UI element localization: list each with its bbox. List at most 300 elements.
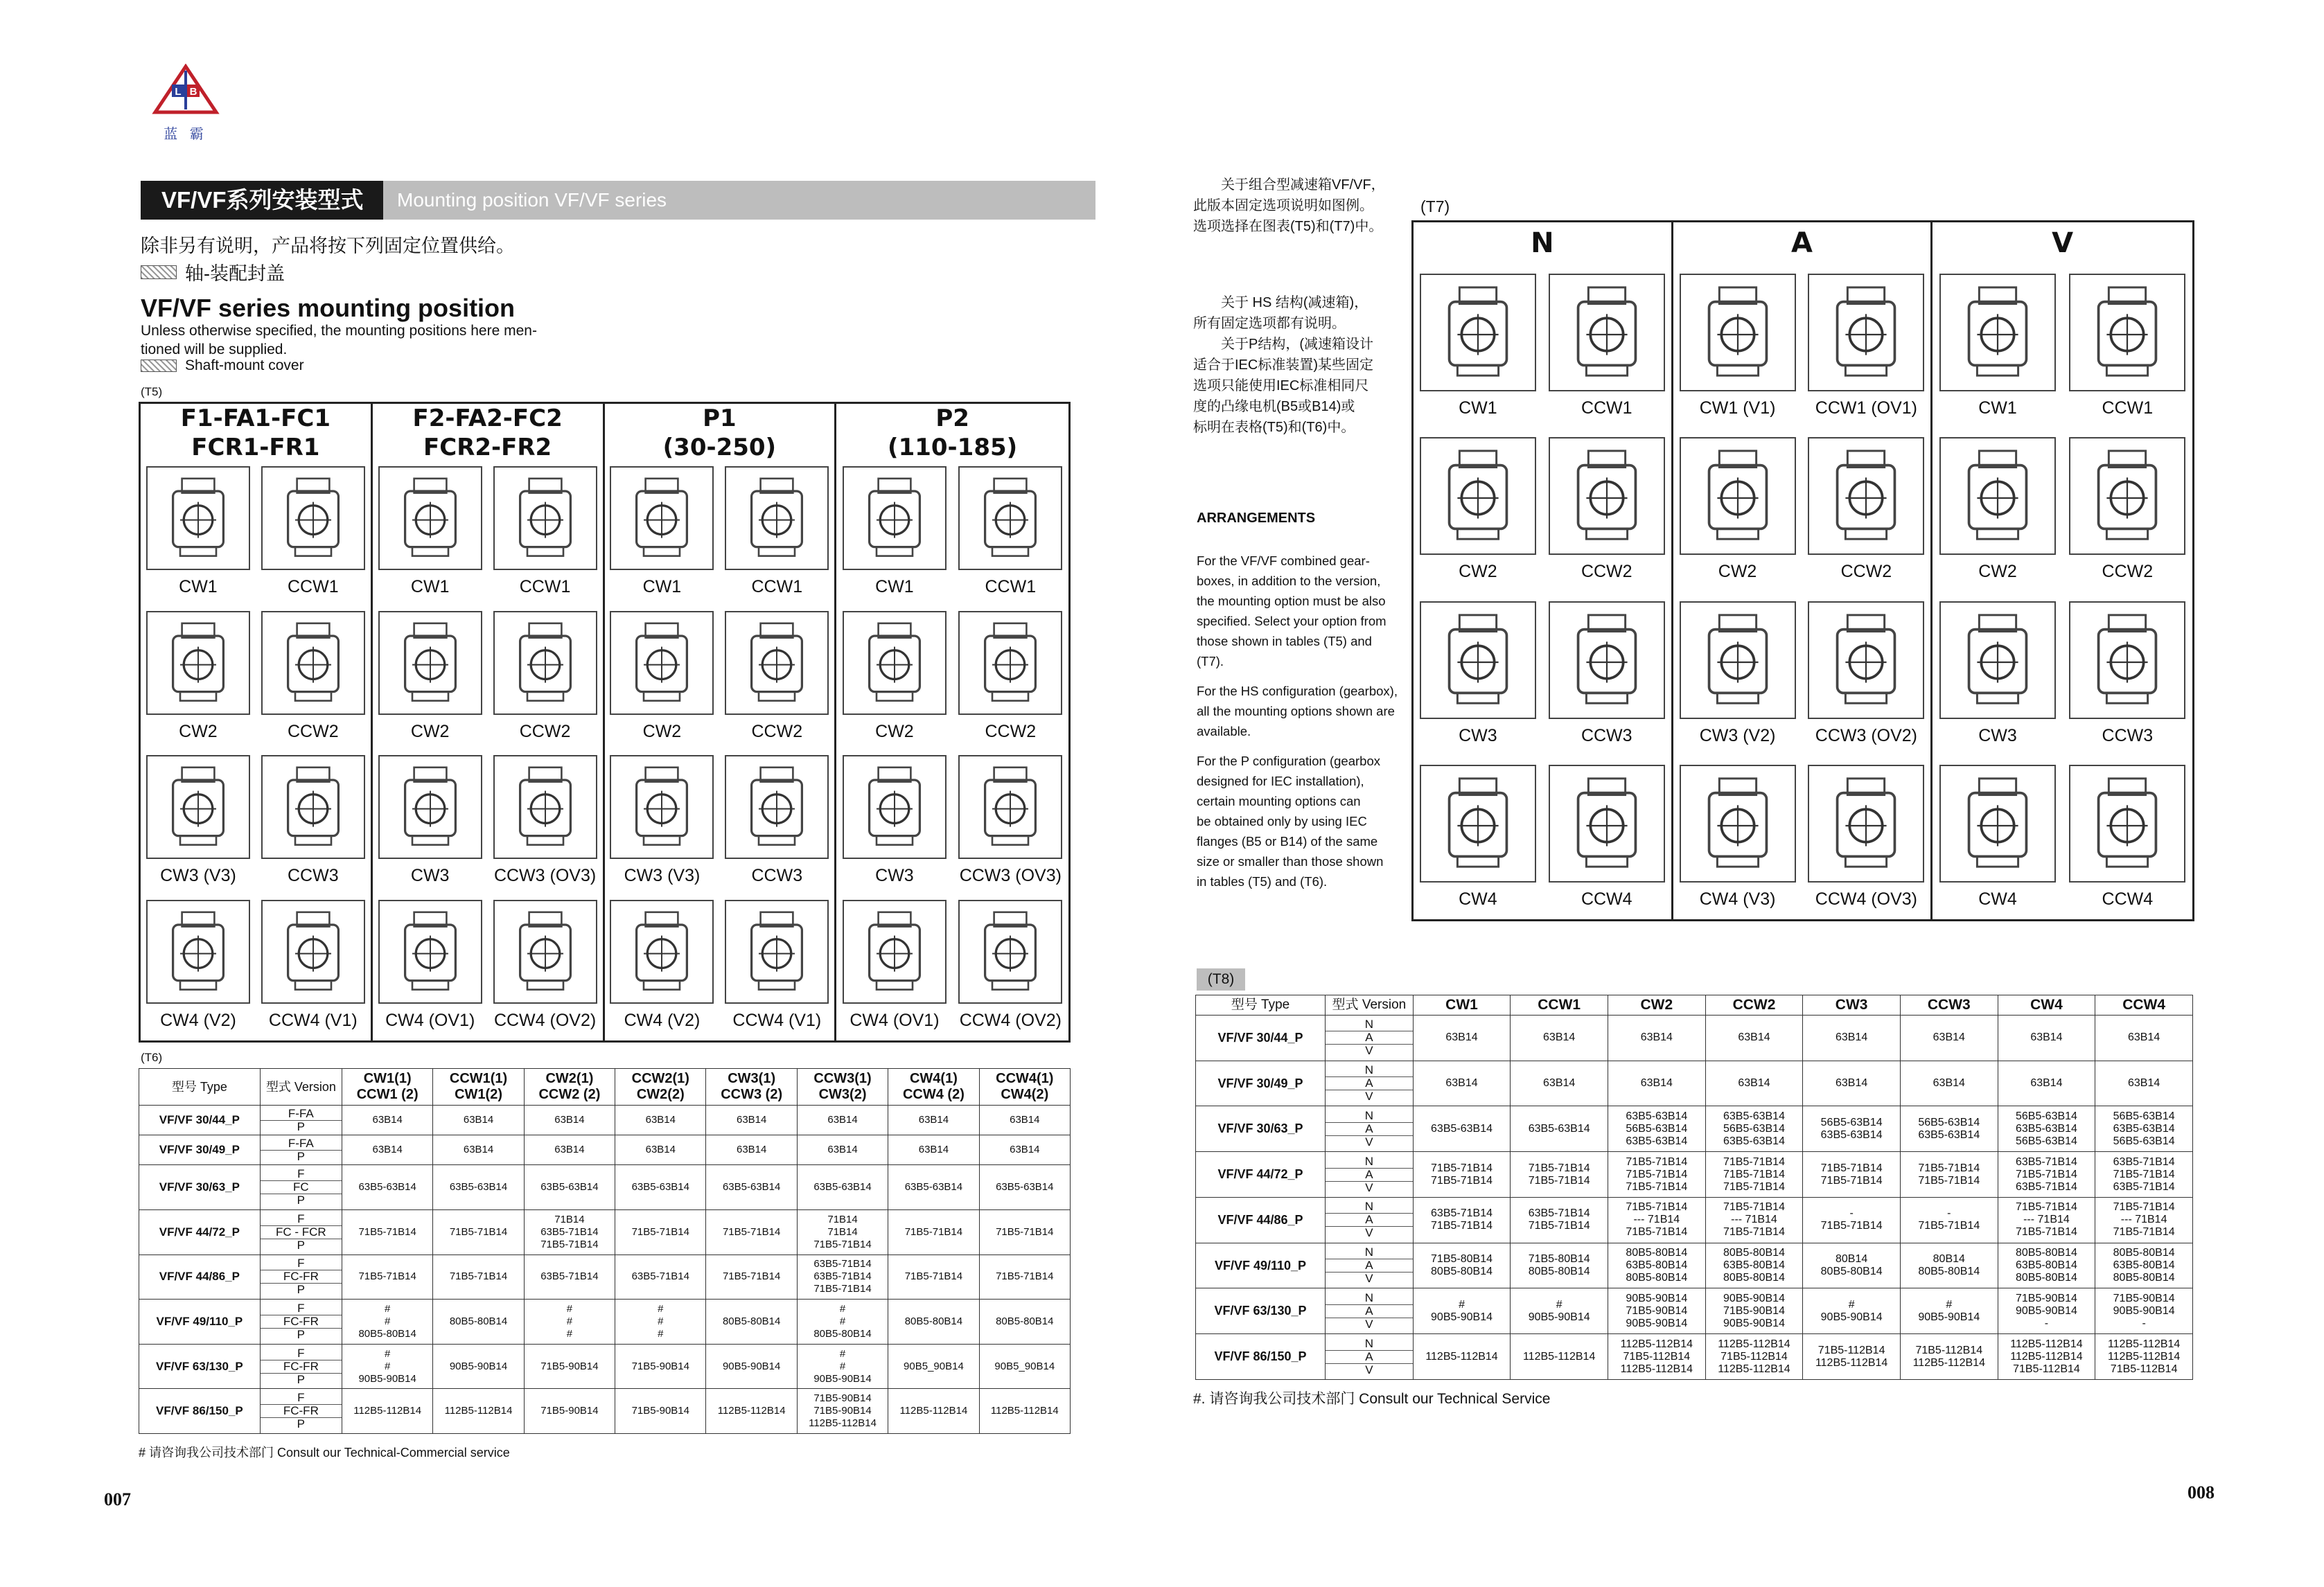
gearbox-diagram-icon <box>617 618 707 708</box>
mounting-cells <box>373 462 603 1040</box>
flange-value: 63B5-71B14 <box>540 1270 599 1283</box>
flange-value: --- 71B14 <box>1731 1214 1777 1226</box>
mounting-picture <box>958 611 1062 715</box>
page-number-right: 008 <box>2187 1482 2215 1502</box>
gearbox-diagram-icon <box>268 618 358 708</box>
en-note-line: boxes, in addition to the version, <box>1197 574 1381 588</box>
flange-value: # <box>566 1315 573 1327</box>
en-notes <box>1197 551 1422 892</box>
gearbox-diagram-icon <box>732 473 822 563</box>
gearbox-diagram-icon <box>2076 444 2178 548</box>
section-heading: V <box>2052 227 2074 259</box>
gearbox-diagram-icon <box>850 618 940 708</box>
mounting-picture <box>261 900 365 1004</box>
flange-value: 80B14 <box>1933 1253 1965 1266</box>
mounting-position <box>605 607 720 752</box>
table-header-cell: CCW1 <box>1511 995 1608 1016</box>
mounting-position <box>1542 756 1671 920</box>
flange-value: 80B5-80B14 <box>1918 1266 1980 1278</box>
mounting-label: CW2 <box>179 721 218 741</box>
gearbox-diagram-icon <box>965 473 1055 563</box>
flange-cell <box>797 1300 888 1345</box>
mounting-picture <box>725 900 829 1004</box>
flange-cell <box>342 1300 432 1345</box>
flange-cell <box>1705 1106 1803 1152</box>
table-row <box>139 1135 1071 1165</box>
mounting-label: CW2 <box>1718 562 1757 581</box>
mounting-picture <box>610 755 714 859</box>
section-heading: N <box>1531 227 1554 259</box>
flange-cell <box>1998 1152 2095 1198</box>
flange-value: 63B5-71B14 <box>540 1225 599 1238</box>
flange-value: 71B5-71B14 <box>1431 1174 1493 1187</box>
version-line: P <box>297 1327 306 1341</box>
arrangements-title: ARRANGEMENTS <box>1197 511 1316 526</box>
mounting-picture <box>1420 765 1536 883</box>
mounting-label: CW1 (V1) <box>1699 398 1776 418</box>
flange-value: 71B5-71B14 <box>813 1238 872 1250</box>
mounting-position <box>141 752 256 896</box>
flange-cell <box>979 1165 1070 1210</box>
flange-value: 71B5-71B14 <box>722 1270 781 1283</box>
mounting-label: CW1 <box>179 576 218 596</box>
flange-cell <box>342 1389 432 1434</box>
flange-value: 80B5-80B14 <box>904 1315 963 1327</box>
cn-note-line: 此版本固定选项说明如图例。 <box>1193 198 1373 213</box>
en-note-line: available. <box>1197 724 1251 738</box>
flange-cell <box>1413 1243 1511 1288</box>
mounting-position <box>1802 264 1930 428</box>
mounting-label: CCW1 <box>519 576 571 596</box>
version-line: N <box>1326 1200 1413 1214</box>
version-line: FC-FR <box>261 1360 342 1374</box>
flange-value: 56B5-63B14 <box>1918 1116 1980 1128</box>
mounting-picture <box>1680 274 1796 391</box>
flange-value: 63B14 <box>554 1144 585 1156</box>
mounting-section <box>1673 222 1933 919</box>
flange-cell <box>524 1135 615 1165</box>
flange-cell <box>797 1344 888 1389</box>
section-heading-line-1: P1 <box>703 405 737 432</box>
flange-value: - <box>2044 1317 2049 1329</box>
flange-cell <box>1900 1061 1998 1106</box>
flange-value: # <box>385 1360 391 1372</box>
flange-cell <box>524 1165 615 1210</box>
mounting-label: CCW3 <box>1581 725 1632 745</box>
table-row <box>1196 1197 2193 1243</box>
version-line: N <box>1326 1110 1413 1123</box>
flange-cell <box>1998 1334 2095 1380</box>
type-cell: VF/VF 86/150_P <box>1196 1334 1326 1380</box>
flange-cell <box>1511 1061 1608 1106</box>
flange-value: 63B14 <box>1543 1031 1576 1044</box>
flange-cell <box>524 1344 615 1389</box>
flange-value: 90B5-90B14 <box>449 1360 508 1372</box>
flange-cell <box>524 1389 615 1434</box>
flange-value: 63B14 <box>827 1144 858 1156</box>
flange-value: 56B5-63B14 <box>1723 1122 1785 1135</box>
flange-value: 71B5-71B14 <box>1820 1174 1883 1187</box>
mounting-picture <box>610 466 714 570</box>
flange-value: 71B5-71B14 <box>1820 1220 1883 1232</box>
flange-value: 90B5-90B14 <box>722 1360 781 1372</box>
flange-cell <box>1900 1334 1998 1380</box>
flange-value: 63B14 <box>918 1114 949 1126</box>
section-heading-line-1: F2-FA2-FC2 <box>412 405 563 432</box>
table-row <box>1196 1106 2193 1152</box>
flange-value: 80B5-80B14 <box>2113 1247 2175 1259</box>
gearbox-diagram-icon <box>850 473 940 563</box>
gearbox-diagram-icon <box>965 762 1055 852</box>
mounting-label: CW4 (V2) <box>160 1011 236 1030</box>
mounting-picture <box>610 611 714 715</box>
flange-value: 63B14 <box>2128 1077 2160 1090</box>
mounting-position <box>141 607 256 752</box>
mounting-section <box>1414 222 1673 919</box>
flange-value: 90B5-90B14 <box>358 1372 416 1385</box>
en-note-line: be obtained only by using IEC <box>1197 814 1367 828</box>
mounting-picture <box>146 466 250 570</box>
mounting-picture <box>2069 765 2185 883</box>
cn-note-2 <box>1193 292 1422 438</box>
flange-cell <box>1803 1152 1901 1198</box>
mounting-picture <box>1939 765 2056 883</box>
legend-cn: 轴-装配封盖 <box>185 263 285 284</box>
version-line: FC-FR <box>261 1315 342 1329</box>
table-header-cell: CW2(1) CCW2 (2) <box>524 1069 615 1106</box>
mounting-section <box>141 404 373 1040</box>
flange-cell <box>2095 1152 2193 1198</box>
mounting-section <box>605 404 837 1040</box>
flange-cell <box>797 1106 888 1135</box>
version-line: P <box>297 1149 306 1163</box>
gearbox-diagram-icon <box>1427 772 1529 876</box>
mounting-picture <box>261 755 365 859</box>
flange-value: 90B5-90B14 <box>813 1372 872 1385</box>
flange-value: 80B5-80B14 <box>1431 1266 1493 1278</box>
cn-note-line: 关于 HS 结构(减速箱)， <box>1221 295 1368 310</box>
gearbox-diagram-icon <box>732 762 822 852</box>
version-line: N <box>1326 1018 1413 1031</box>
gearbox-diagram-icon <box>965 907 1055 997</box>
flange-cell <box>1803 1243 1901 1288</box>
flange-cell <box>1900 1243 1998 1288</box>
mounting-picture <box>146 611 250 715</box>
gearbox-diagram-icon <box>2076 772 2178 876</box>
flange-value: 63B5-80B14 <box>1723 1259 1785 1272</box>
flange-cell <box>433 1209 524 1254</box>
flange-cell <box>706 1165 797 1210</box>
version-line: P <box>297 1119 306 1133</box>
flange-value: 63B14 <box>736 1114 767 1126</box>
mounting-position <box>1673 264 1802 428</box>
gearbox-diagram-icon <box>2076 281 2178 384</box>
mounting-grid-t7 <box>1411 220 2194 921</box>
flange-cell <box>615 1106 706 1135</box>
flange-value: 71B5-90B14 <box>1626 1304 1688 1317</box>
flange-value: 71B5-80B14 <box>1431 1253 1493 1266</box>
table-header-cell: CW3(1) CCW3 (2) <box>706 1069 797 1106</box>
flange-cell <box>1705 1197 1803 1243</box>
mounting-cells <box>605 462 835 1040</box>
mounting-picture <box>493 466 597 570</box>
version-cell <box>1326 1197 1414 1243</box>
mounting-position <box>2063 428 2192 592</box>
gearbox-diagram-icon <box>1946 281 2049 384</box>
flange-value: 63B14 <box>554 1114 585 1126</box>
version-line: N <box>1326 1292 1413 1305</box>
flange-cell <box>979 1254 1070 1300</box>
mounting-label: CW1 <box>1978 398 2017 418</box>
mounting-position <box>1933 428 2062 592</box>
mounting-picture <box>2069 274 2185 391</box>
mounting-position <box>256 462 371 607</box>
mounting-cells <box>1673 264 1931 919</box>
flange-cell <box>1511 1243 1608 1288</box>
flange-cell <box>1608 1288 1706 1334</box>
flange-value: 56B5-63B14 <box>2113 1110 2175 1122</box>
flange-cell <box>1900 1288 1998 1334</box>
flange-value: 63B5-71B14 <box>813 1270 872 1283</box>
flange-cell <box>888 1165 979 1210</box>
flange-cell <box>1803 1288 1901 1334</box>
type-cell: VF/VF 30/44_P <box>139 1106 261 1135</box>
gearbox-diagram-icon <box>1556 772 1658 876</box>
flange-cell <box>888 1254 979 1300</box>
flange-value: 71B5-71B14 <box>358 1270 416 1283</box>
flange-value: 63B14 <box>2030 1031 2063 1044</box>
mounting-label: CW2 <box>642 721 682 741</box>
mounting-picture <box>2069 601 2185 719</box>
flange-value: 63B14 <box>645 1114 676 1126</box>
flange-cell <box>1998 1288 2095 1334</box>
mounting-label: CW3 (V3) <box>624 866 701 886</box>
mounting-position <box>1933 264 2062 428</box>
flange-value: 63B14 <box>1640 1031 1673 1044</box>
flange-cell <box>979 1389 1070 1434</box>
table-row <box>1196 1152 2193 1198</box>
flange-cell <box>1803 1106 1901 1152</box>
flange-value: 71B5-71B14 <box>540 1238 599 1250</box>
hatch-swatch-icon <box>141 265 177 279</box>
flange-value: 71B5-80B14 <box>1528 1253 1590 1266</box>
flange-cell <box>1900 1015 1998 1061</box>
flange-cell <box>433 1254 524 1300</box>
section-heading <box>836 404 1068 462</box>
version-line: F <box>261 1257 342 1270</box>
cn-note-line: 适合于IEC标准装置)某些固定 <box>1193 357 1373 373</box>
flange-cell <box>1900 1152 1998 1198</box>
flange-value: 63B5-71B14 <box>2015 1180 2077 1193</box>
flange-cell <box>1705 1152 1803 1198</box>
flange-cell <box>1608 1243 1706 1288</box>
mounting-position <box>1802 592 1930 756</box>
mounting-position <box>488 896 603 1040</box>
gearbox-diagram-icon <box>617 907 707 997</box>
flange-value: 112B5-112B14 <box>2010 1350 2083 1363</box>
gearbox-diagram-icon <box>1687 444 1789 548</box>
mounting-picture <box>1549 274 1665 391</box>
flange-cell <box>1705 1288 1803 1334</box>
flange-cell <box>1900 1197 1998 1243</box>
gearbox-diagram-icon <box>500 473 590 563</box>
table-row <box>1196 1288 2193 1334</box>
flange-cell <box>1413 1288 1511 1334</box>
page-number-left: 007 <box>104 1489 131 1509</box>
version-line: A <box>1326 1031 1413 1045</box>
flange-value: # <box>566 1327 573 1340</box>
mounting-position <box>836 462 952 607</box>
footnote-right: #. 请咨询我公司技术部门 Consult our Technical Service <box>1193 1391 1551 1407</box>
flange-value: 63B14 <box>463 1144 494 1156</box>
mounting-picture <box>725 611 829 715</box>
version-cell <box>1326 1243 1414 1288</box>
mounting-label: CCW4 <box>2102 889 2154 909</box>
flange-value: 71B5-71B14 <box>813 1283 872 1295</box>
flange-value: 71B5-71B14 <box>1723 1168 1785 1180</box>
mounting-section <box>836 404 1068 1040</box>
mounting-label: CCW3 <box>751 866 803 886</box>
mounting-picture <box>1808 437 1924 555</box>
flange-cell <box>1511 1106 1608 1152</box>
mounting-position <box>141 462 256 607</box>
mounting-label: CW2 <box>410 721 450 741</box>
flange-value: --- 71B14 <box>1633 1214 1680 1226</box>
version-cell <box>1326 1152 1414 1198</box>
legend-en-row <box>141 357 304 374</box>
version-line: A <box>1326 1351 1413 1364</box>
flange-value: 112B5-112B14 <box>990 1405 1059 1417</box>
en-note-line: size or smaller than those shown <box>1197 854 1384 869</box>
version-cell <box>260 1106 342 1135</box>
version-line: P <box>297 1283 306 1297</box>
flange-value: 63B14 <box>1445 1031 1478 1044</box>
version-cell <box>1326 1015 1414 1061</box>
mounting-position <box>719 896 834 1040</box>
flange-cell <box>615 1135 706 1165</box>
version-cell <box>260 1300 342 1345</box>
flange-value: 71B5-71B14 <box>1528 1174 1590 1187</box>
flange-value: 112B5-112B14 <box>717 1405 786 1417</box>
footnote-left: # 请咨询我公司技术部门 Consult our Technical-Commercial service <box>139 1446 510 1460</box>
flange-value: 63B5-80B14 <box>1626 1259 1688 1272</box>
flange-cell <box>1608 1015 1706 1061</box>
flange-cell <box>615 1389 706 1434</box>
version-cell <box>260 1209 342 1254</box>
mounting-label: CW3 <box>1978 725 2017 745</box>
cn-note-line: 度的凸缘电机(B5或B14)或 <box>1193 399 1355 414</box>
gearbox-diagram-icon <box>732 907 822 997</box>
mounting-picture <box>493 611 597 715</box>
flange-value: 56B5-63B14 <box>2113 1135 2175 1147</box>
type-cell: VF/VF 44/86_P <box>1196 1197 1326 1243</box>
flange-cell <box>1998 1015 2095 1061</box>
mounting-picture <box>1420 274 1536 391</box>
flange-value: 63B5-63B14 <box>1723 1110 1785 1122</box>
section-heading-line-2: FCR1-FR1 <box>191 434 320 461</box>
flange-value: 71B5-90B14 <box>540 1405 599 1417</box>
mounting-label: CCW3 <box>2102 725 2154 745</box>
version-line: F <box>261 1347 342 1360</box>
flange-cell <box>797 1254 888 1300</box>
type-cell: VF/VF 30/63_P <box>1196 1106 1326 1152</box>
version-cell <box>260 1254 342 1300</box>
mounting-label: CCW3 (OV3) <box>493 866 597 886</box>
version-cell <box>260 1135 342 1165</box>
section-header-cn: VF/VF系列安装型式 <box>141 181 383 220</box>
flange-value: 63B14 <box>2128 1031 2160 1044</box>
flange-value: 63B5-63B14 <box>1918 1128 1980 1141</box>
flange-value: 71B14 <box>827 1213 858 1225</box>
flange-value: 63B5-63B14 <box>358 1181 416 1194</box>
en-note-line: in tables (T5) and (T6). <box>1197 874 1328 889</box>
flange-cell <box>1998 1061 2095 1106</box>
mounting-position <box>719 462 834 607</box>
flange-cell <box>2095 1015 2193 1061</box>
gearbox-diagram-icon <box>1687 772 1789 876</box>
table-header-cell: CW1(1) CCW1 (2) <box>342 1069 432 1106</box>
flange-cell <box>524 1254 615 1300</box>
mounting-label: CW3 <box>1459 725 1497 745</box>
version-line: F <box>261 1302 342 1315</box>
flange-value: 71B5-90B14 <box>631 1360 689 1372</box>
mounting-label: CW3 <box>410 866 450 886</box>
gearbox-diagram-icon <box>500 907 590 997</box>
mounting-picture <box>1808 274 1924 391</box>
flange-value: 63B14 <box>645 1144 676 1156</box>
mounting-picture <box>378 611 482 715</box>
flange-value: 71B5-90B14 <box>813 1405 872 1417</box>
gearbox-diagram-icon <box>153 907 243 997</box>
flange-value: 112B5-112B14 <box>353 1405 422 1417</box>
flange-value: 63B5-80B14 <box>2113 1259 2175 1272</box>
mounting-position <box>373 896 488 1040</box>
flange-value: 80B5-80B14 <box>1820 1266 1883 1278</box>
section-heading-line-1: P2 <box>935 405 969 432</box>
version-cell <box>1326 1334 1414 1380</box>
table-row <box>139 1209 1071 1254</box>
gearbox-diagram-icon <box>385 907 475 997</box>
flange-value: # <box>1556 1298 1562 1311</box>
mounting-position <box>373 462 488 607</box>
mounting-label: CW3 <box>875 866 914 886</box>
section-heading-line-2: FCR2-FR2 <box>423 434 552 461</box>
flange-cell <box>797 1209 888 1254</box>
mounting-label: CW4 <box>1978 889 2017 909</box>
flange-value: 71B5-71B14 <box>631 1225 689 1238</box>
type-cell: VF/VF 49/110_P <box>1196 1243 1326 1288</box>
flange-cell <box>1803 1015 1901 1061</box>
version-line: V <box>1365 1180 1373 1194</box>
mounting-position <box>1673 592 1802 756</box>
flange-value: 63B5-63B14 <box>1723 1135 1785 1147</box>
flange-cell <box>1511 1197 1608 1243</box>
table-header-cell: CCW2 <box>1705 995 1803 1016</box>
flange-value: # <box>385 1315 391 1327</box>
table-row <box>1196 1015 2193 1061</box>
flange-value: 90B5-90B14 <box>2113 1304 2175 1317</box>
version-cell <box>260 1165 342 1210</box>
en-note-paragraph <box>1197 681 1422 741</box>
flange-value: 63B5-71B14 <box>1528 1207 1590 1220</box>
en-note-line: certain mounting options can <box>1197 794 1361 808</box>
gearbox-diagram-icon <box>1946 772 2049 876</box>
mounting-label: CCW1 (OV1) <box>1815 398 1918 418</box>
flange-cell <box>1705 1015 1803 1061</box>
logo-mark <box>151 64 220 119</box>
cn-note-line: 关于P结构，(减速箱设计 <box>1221 337 1373 352</box>
gearbox-diagram-icon <box>1946 444 2049 548</box>
